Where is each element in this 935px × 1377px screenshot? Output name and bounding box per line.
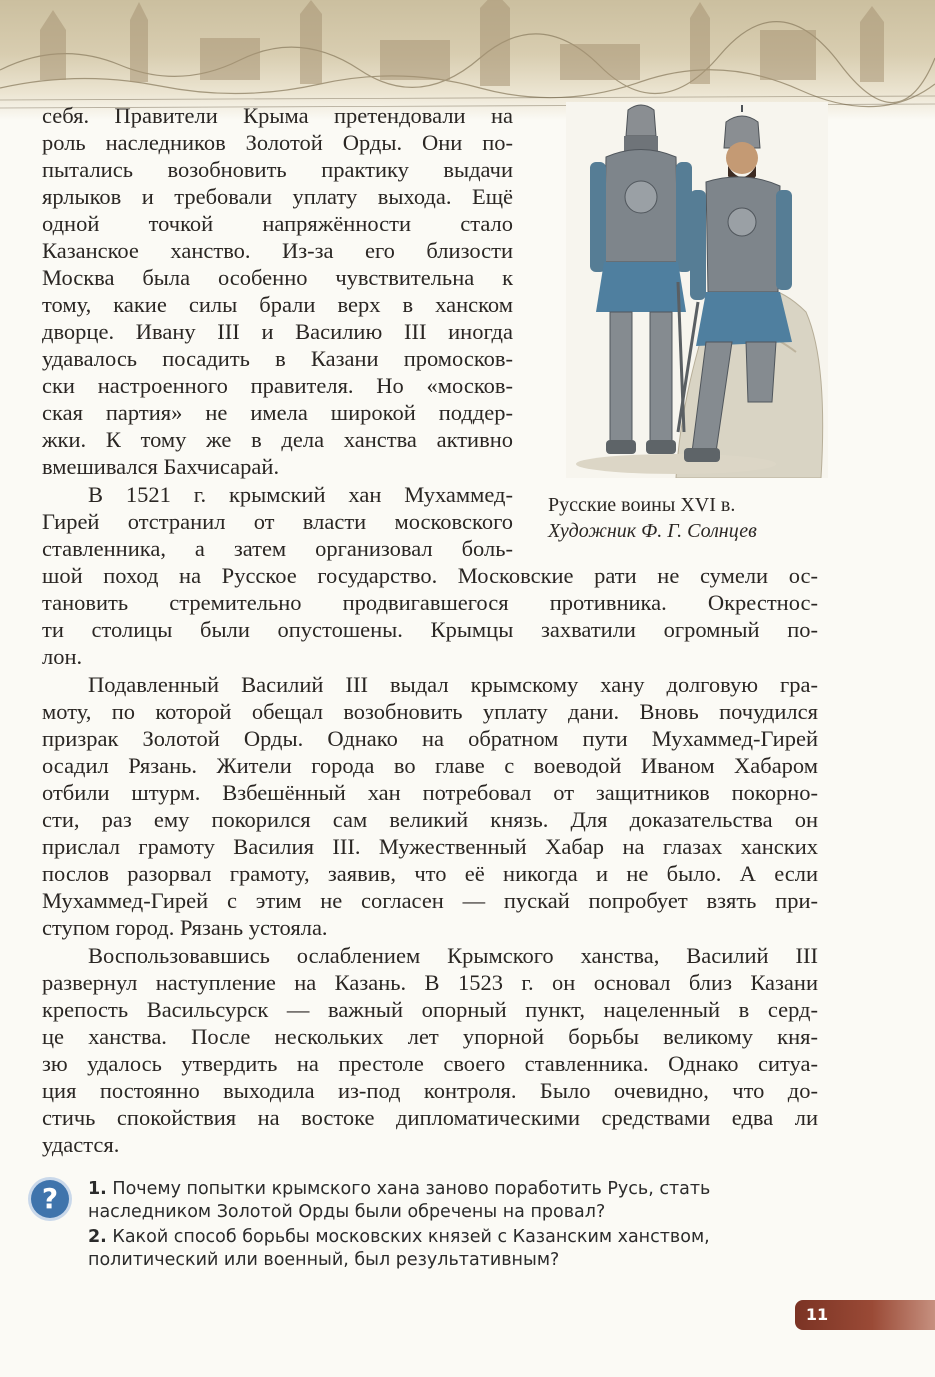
- paragraph-4-line: развернул наступление на Казань. В 1523 г. он основал близ Казани: [42, 970, 818, 995]
- paragraph-3-line: Подавленный Василий III выдал крымскому хану долговую гра-: [88, 672, 818, 697]
- paragraph-3-line: ступом город. Рязань устояла.: [42, 915, 328, 940]
- paragraph-4-line: ция постоянно выходила из-под контроля. Было очевидно, что до-: [42, 1078, 818, 1103]
- question-1-number: 1.: [88, 1179, 107, 1199]
- page-number: 11: [805, 1305, 829, 1324]
- paragraph-2-line: ти столицы были опустошены. Крымцы захватили огромный по-: [42, 617, 818, 642]
- page-number-tab: [795, 1300, 935, 1330]
- paragraph-1-line: жки. К тому же в дела ханства активно: [42, 427, 513, 452]
- paragraph-4-line: крепость Васильсурск — важный опорный пункт, нацеленный в серд-: [42, 997, 818, 1022]
- paragraph-1-line: удавалось посадить в Казани промосков-: [42, 346, 513, 371]
- caption-title: Русские воины XVI в.: [548, 494, 736, 516]
- paragraph-3-line: послов разорвал грамоту, заявив, что её никогда и не было. А если: [42, 861, 818, 886]
- question-1-text: Почему попытки крымского хана заново поработить Русь, стать наследником Золотой Орды были обречены на провал?: [88, 1179, 711, 1222]
- paragraph-1-line: ски настроенного правителя. Но «москов-: [42, 373, 513, 398]
- paragraph-4-line: це ханства. После нескольких лет упорной борьбы великому кня-: [42, 1024, 818, 1049]
- paragraph-1-line: роль наследников Золотой Орды. Они по-: [42, 130, 513, 155]
- paragraph-1-line: дворце. Ивану III и Василию III иногда: [42, 319, 513, 344]
- paragraph-2-line: ставленника, а затем организовал боль-: [42, 536, 513, 561]
- paragraph-2-line: Гирей отстранил от власти московского: [42, 509, 513, 534]
- paragraph-2-line: тановить стремительно продвигавшегося противника. Окрестнос-: [42, 590, 818, 615]
- paragraph-1-line: себя. Правители Крыма претендовали на: [42, 103, 513, 128]
- question-1: [88, 1178, 823, 1224]
- question-2: [88, 1226, 823, 1272]
- paragraph-1-line: ярлыков и требовали уплату выхода. Ещё: [42, 184, 513, 209]
- paragraph-3-line: осадил Рязань. Жители города во главе с воеводой Иваном Хабаром: [42, 753, 818, 778]
- paragraph-1-line: тому, какие силы брали верх в ханском: [42, 292, 513, 317]
- paragraph-4-line: Воспользовавшись ослаблением Крымского ханства, Василий III: [88, 943, 818, 968]
- paragraph-1-line: Москва была особенно чувствительна к: [42, 265, 513, 290]
- paragraph-4-line: зю удалось утвердить на престоле своего ставленника. Однако ситуа-: [42, 1051, 818, 1076]
- paragraph-1-line: пытались возобновить практику выдачи: [42, 157, 513, 182]
- paragraph-3-line: моту, по которой обещал возобновить уплату дани. Вновь почудился: [42, 699, 818, 724]
- paragraph-4-line: стичь спокойствия на востоке дипломатическими средствами едва ли: [42, 1105, 818, 1130]
- paragraph-2-line: В 1521 г. крымский хан Мухаммед-: [88, 482, 513, 507]
- paragraph-4-line: удастся.: [42, 1132, 120, 1157]
- warriors-illustration: [566, 102, 828, 478]
- question-mark-icon: ?: [31, 1180, 69, 1218]
- question-2-number: 2.: [88, 1227, 107, 1247]
- caption-artist: Художник Ф. Г. Солнцев: [548, 520, 757, 542]
- paragraph-2-line: шой поход на Русское государство. Московские рати не сумели ос-: [42, 563, 818, 588]
- paragraph-1-line: Казанское ханство. Из-за его близости: [42, 238, 513, 263]
- illustration-caption: [548, 492, 818, 544]
- paragraph-1-line: ская партия» не имела широкой поддер-: [42, 400, 513, 425]
- question-2-text: Какой способ борьбы московских князей с Казанским ханством, политический или военный, был результативным?: [88, 1227, 710, 1270]
- paragraph-3-line: прислал грамоту Василия III. Мужественный Хабар на глазах ханских: [42, 834, 818, 859]
- paragraph-3-line: сти, раз ему покорился сам великий князь. Для доказательства он: [42, 807, 818, 832]
- paragraph-3-line: Мухаммед-Гирей с этим не согласен — пускай попробует взять при-: [42, 888, 818, 913]
- paragraph-3-line: призрак Золотой Орды. Однако на обратном пути Мухаммед-Гирей: [42, 726, 818, 751]
- paragraph-1-line: одной точкой напряжённости стало: [42, 211, 513, 236]
- paragraph-3-line: отбили штурм. Взбешённый хан потребовал от защитников покорно-: [42, 780, 818, 805]
- paragraph-1-line: вмешивался Бахчисарай.: [42, 454, 280, 479]
- paragraph-2-line: лон.: [42, 644, 83, 669]
